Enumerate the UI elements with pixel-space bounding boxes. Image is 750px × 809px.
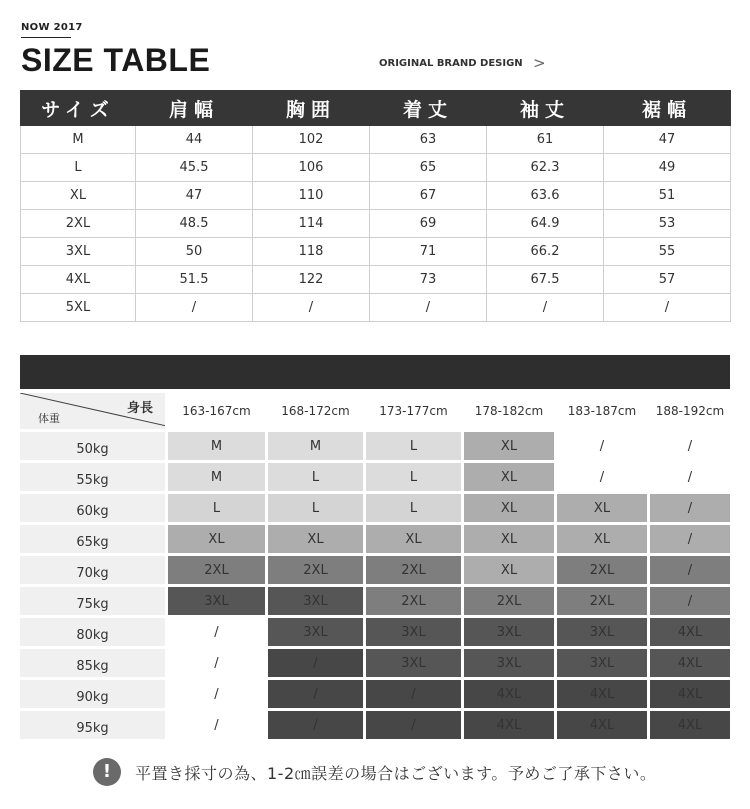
- table-row: [20, 432, 730, 460]
- weight-row-label: 95kg: [20, 711, 165, 739]
- table-cell: 64.9: [487, 210, 604, 238]
- table-cell: 61: [487, 126, 604, 154]
- height-column-header: 183-187cm: [557, 393, 647, 429]
- table-cell: /: [370, 294, 487, 322]
- size-cell: 4XL: [650, 618, 730, 646]
- exclamation-icon: !: [93, 758, 121, 786]
- column-header: 胸囲: [253, 91, 370, 126]
- size-cell: XL: [557, 494, 647, 522]
- weight-row-label: 55kg: [20, 463, 165, 491]
- table-cell: 48.5: [136, 210, 253, 238]
- size-cell: XL: [268, 525, 363, 553]
- size-cell: XL: [557, 525, 647, 553]
- table-row: [21, 294, 731, 322]
- brand-tagline: ORIGINAL BRAND DESIGN: [379, 58, 523, 69]
- table-cell: 51: [604, 182, 731, 210]
- table-cell: /: [136, 294, 253, 322]
- size-cell: XL: [168, 525, 265, 553]
- table-cell: 51.5: [136, 266, 253, 294]
- size-cell: /: [168, 649, 265, 677]
- size-cell: XL: [464, 525, 554, 553]
- table-cell: /: [253, 294, 370, 322]
- size-cell: XL: [464, 432, 554, 460]
- table-cell: 4XL: [21, 266, 136, 294]
- size-cell: 3XL: [557, 618, 647, 646]
- size-cell: /: [168, 618, 265, 646]
- size-cell: 4XL: [650, 680, 730, 708]
- weight-row-label: 70kg: [20, 556, 165, 584]
- table-cell: /: [604, 294, 731, 322]
- size-cell: /: [557, 463, 647, 491]
- size-cell: 3XL: [464, 618, 554, 646]
- size-cell: XL: [464, 463, 554, 491]
- size-cell: 2XL: [557, 556, 647, 584]
- size-table: [20, 90, 731, 322]
- table-row: [20, 463, 730, 491]
- recommend-table: [17, 390, 733, 742]
- column-header: 肩幅: [136, 91, 253, 126]
- weight-row-label: 90kg: [20, 680, 165, 708]
- size-cell: XL: [464, 556, 554, 584]
- size-cell: 4XL: [464, 680, 554, 708]
- size-cell: /: [557, 432, 647, 460]
- size-cell: L: [366, 494, 461, 522]
- table-row: [20, 556, 730, 584]
- weight-row-label: 85kg: [20, 649, 165, 677]
- size-cell: 4XL: [650, 649, 730, 677]
- height-column-header: 163-167cm: [168, 393, 265, 429]
- table-cell: 114: [253, 210, 370, 238]
- table-cell: 73: [370, 266, 487, 294]
- size-cell: L: [268, 494, 363, 522]
- table-cell: 63.6: [487, 182, 604, 210]
- table-row: [20, 711, 730, 739]
- size-cell: /: [168, 680, 265, 708]
- size-cell: /: [168, 711, 265, 739]
- table-cell: 47: [604, 126, 731, 154]
- table-row: [20, 525, 730, 553]
- height-column-header: 178-182cm: [464, 393, 554, 429]
- table-cell: M: [21, 126, 136, 154]
- size-cell: 4XL: [464, 711, 554, 739]
- table-cell: 122: [253, 266, 370, 294]
- table-cell: 63: [370, 126, 487, 154]
- table-cell: 5XL: [21, 294, 136, 322]
- column-header: 着丈: [370, 91, 487, 126]
- weight-row-label: 80kg: [20, 618, 165, 646]
- table-cell: 45.5: [136, 154, 253, 182]
- table-row: [21, 238, 731, 266]
- recommend-table-header: [20, 393, 730, 429]
- table-cell: 53: [604, 210, 731, 238]
- table-cell: 65: [370, 154, 487, 182]
- size-cell: /: [650, 525, 730, 553]
- size-cell: 3XL: [366, 618, 461, 646]
- size-cell: /: [366, 711, 461, 739]
- weight-row-label: 65kg: [20, 525, 165, 553]
- table-row: [20, 680, 730, 708]
- size-cell: 2XL: [557, 587, 647, 615]
- size-cell: 4XL: [557, 680, 647, 708]
- table-cell: 66.2: [487, 238, 604, 266]
- size-cell: /: [268, 680, 363, 708]
- table-row: [20, 649, 730, 677]
- weight-row-label: 60kg: [20, 494, 165, 522]
- size-cell: 3XL: [168, 587, 265, 615]
- column-header: サイズ: [21, 91, 136, 126]
- size-cell: XL: [464, 494, 554, 522]
- size-cell: M: [168, 463, 265, 491]
- table-cell: 44: [136, 126, 253, 154]
- table-cell: 118: [253, 238, 370, 266]
- size-cell: 3XL: [557, 649, 647, 677]
- table-cell: 67.5: [487, 266, 604, 294]
- table-row: [21, 210, 731, 238]
- size-cell: 3XL: [268, 587, 363, 615]
- size-cell: 3XL: [268, 618, 363, 646]
- weight-row-label: 75kg: [20, 587, 165, 615]
- notice: [93, 758, 656, 786]
- table-row: [20, 618, 730, 646]
- table-cell: 62.3: [487, 154, 604, 182]
- size-cell: 4XL: [650, 711, 730, 739]
- size-cell: /: [268, 711, 363, 739]
- size-cell: 3XL: [464, 649, 554, 677]
- height-label: 身長: [126, 401, 153, 416]
- size-cell: L: [168, 494, 265, 522]
- weight-row-label: 50kg: [20, 432, 165, 460]
- size-cell: L: [366, 463, 461, 491]
- notice-text: 平置き採寸の為、1-2㎝誤差の場合はございます。予めご了承下さい。: [135, 763, 657, 783]
- size-cell: L: [268, 463, 363, 491]
- size-cell: 4XL: [557, 711, 647, 739]
- size-cell: /: [650, 463, 730, 491]
- size-cell: M: [168, 432, 265, 460]
- table-cell: 50: [136, 238, 253, 266]
- table-corner: [20, 393, 165, 429]
- year-label: NOW 2017: [21, 22, 83, 33]
- size-cell: /: [650, 587, 730, 615]
- table-cell: 3XL: [21, 238, 136, 266]
- size-cell: XL: [366, 525, 461, 553]
- table-row: [21, 182, 731, 210]
- table-cell: 55: [604, 238, 731, 266]
- weight-label: 体重: [38, 412, 60, 425]
- size-cell: 2XL: [268, 556, 363, 584]
- size-cell: /: [650, 494, 730, 522]
- size-cell: 2XL: [464, 587, 554, 615]
- size-cell: /: [650, 432, 730, 460]
- size-cell: 2XL: [366, 556, 461, 584]
- size-cell: 2XL: [366, 587, 461, 615]
- height-column-header: 188-192cm: [650, 393, 730, 429]
- table-row: [20, 587, 730, 615]
- size-table-header: [21, 91, 731, 126]
- table-row: [21, 126, 731, 154]
- height-column-header: 173-177cm: [366, 393, 461, 429]
- size-cell: M: [268, 432, 363, 460]
- table-cell: 47: [136, 182, 253, 210]
- table-cell: 49: [604, 154, 731, 182]
- size-cell: /: [268, 649, 363, 677]
- table-row: [21, 154, 731, 182]
- table-cell: 106: [253, 154, 370, 182]
- table-cell: 71: [370, 238, 487, 266]
- table-cell: 57: [604, 266, 731, 294]
- size-cell: 2XL: [168, 556, 265, 584]
- year-underline: [21, 37, 71, 38]
- page-title: SIZE TABLE: [21, 42, 211, 78]
- height-column-header: 168-172cm: [268, 393, 363, 429]
- table-row: [21, 266, 731, 294]
- table-cell: 102: [253, 126, 370, 154]
- chevron-right-icon: >: [533, 54, 546, 72]
- table-cell: L: [21, 154, 136, 182]
- table-cell: 2XL: [21, 210, 136, 238]
- table-cell: /: [487, 294, 604, 322]
- table-cell: 67: [370, 182, 487, 210]
- table-cell: XL: [21, 182, 136, 210]
- size-cell: L: [366, 432, 461, 460]
- table-row: [20, 494, 730, 522]
- column-header: 袖丈: [487, 91, 604, 126]
- table-cell: 110: [253, 182, 370, 210]
- size-cell: 3XL: [366, 649, 461, 677]
- size-cell: /: [366, 680, 461, 708]
- table-cell: 69: [370, 210, 487, 238]
- size-cell: /: [650, 556, 730, 584]
- recommend-table-banner: [20, 355, 730, 389]
- column-header: 裾幅: [604, 91, 731, 126]
